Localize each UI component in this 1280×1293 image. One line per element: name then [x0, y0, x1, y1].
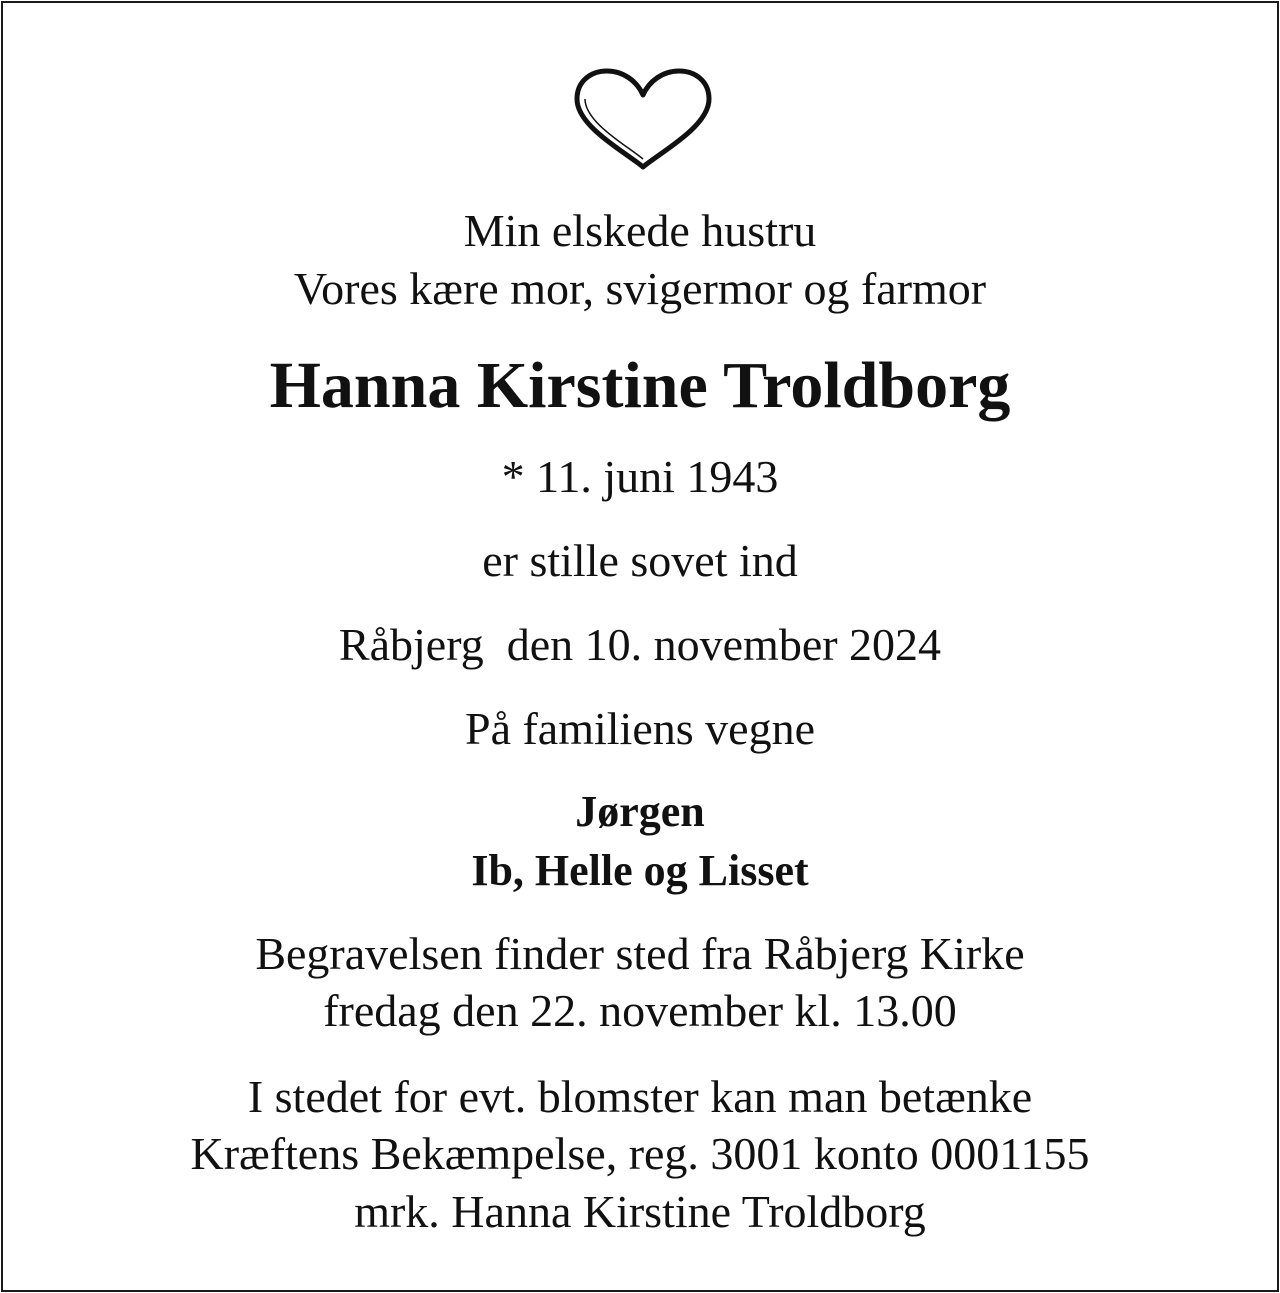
funeral-line-2: fredag den 22. november kl. 13.00 — [323, 985, 957, 1036]
funeral-line-1: Begravelsen finder sted fra Råbjerg Kirke — [255, 928, 1025, 979]
heart-outline-icon — [573, 67, 713, 171]
place-and-date: Råbjerg den 10. november 2024 — [338, 619, 942, 670]
passing-phrase: er stille sovet ind — [482, 535, 798, 586]
donation-line-1: I stedet for evt. blomster kan man betænke — [247, 1071, 1033, 1122]
donation-line-2: Kræftens Bekæmpelse, reg. 3001 konto 0001155 — [190, 1128, 1090, 1179]
birth-date: * 11. juni 1943 — [501, 451, 779, 502]
survivors-line-1: Jørgen — [575, 787, 705, 836]
intro-line-1: Min elskede hustru — [463, 205, 817, 256]
on-behalf-line: På familiens vegne — [464, 703, 815, 754]
donation-line-3: mrk. Hanna Kirstine Troldborg — [354, 1186, 926, 1237]
obituary-notice — [1, 1, 1279, 1292]
intro-line-2: Vores kære mor, svigermor og farmor — [293, 263, 987, 314]
deceased-name: Hanna Kirstine Troldborg — [269, 349, 1011, 422]
survivors-line-2: Ib, Helle og Lisset — [471, 846, 809, 895]
